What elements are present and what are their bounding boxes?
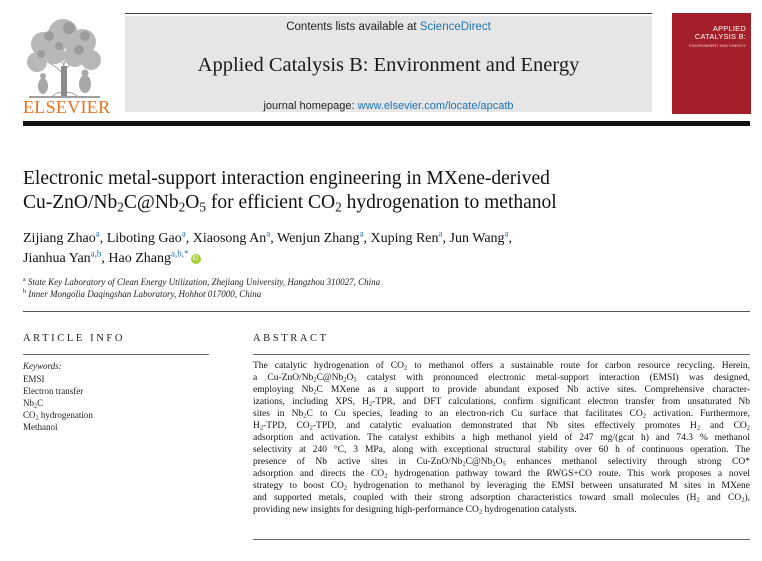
cover-title-line1: APPLIED <box>712 24 746 33</box>
article-title <box>23 167 723 215</box>
article-info-heading: ARTICLE INFO <box>23 333 126 344</box>
author-name[interactable]: Xiaosong An <box>192 231 267 246</box>
author-affiliation-mark[interactable]: a <box>181 228 186 239</box>
affiliation-text: State Key Laboratory of Clean Energy Utilization, Zhejiang University, Hangzhou 310027, China <box>27 277 381 287</box>
author-affiliation-mark[interactable]: a,b,* <box>171 248 189 259</box>
keywords-label: Keywords: <box>23 361 62 371</box>
abstract-line: $H_2$-TPD, $CO_2$-TPD, and catalytic evaluation demonstrated that Nb sites effectively promotes $H_2$ and $CO_2$ <box>253 421 751 432</box>
abstract-bottom-rule <box>253 539 750 540</box>
author-name[interactable]: Wenjun Zhang <box>277 231 360 246</box>
affiliation-mark: b <box>23 289 26 295</box>
author-affiliation-mark[interactable]: a <box>95 228 100 239</box>
affiliations <box>23 276 723 300</box>
affiliation-mark: a <box>23 277 26 283</box>
author-name[interactable]: Hao Zhang <box>108 251 172 266</box>
journal-title[interactable]: Applied Catalysis B: Environment and Energy <box>197 54 580 76</box>
header-top-rule <box>125 13 652 14</box>
article-title-line1: Electronic metal-support interaction engineering in MXene-derived <box>23 168 550 189</box>
abstract-line: adsorption and activation. The catalyst exhibits a high methanol yield of 247 mg/(gcat h) and 74.3 % methanol <box>253 433 750 443</box>
affiliation-rule <box>23 311 750 312</box>
abstract-line: presence of Nb active sites in $Cu-ZnO/Nb_2C@Nb_2O_5$ enhances methanol selectivity through strong CO* <box>253 457 750 468</box>
abstract-line: selectivity at 240 °C, 3 MPa, along with exceptional structural stability over 60 h of continuous operation. The <box>253 445 750 455</box>
affiliation-item <box>23 276 723 288</box>
abstract-heading: ABSTRACT <box>253 333 329 344</box>
author-list <box>23 229 743 269</box>
cover-title-line2: CATALYSIS B: <box>694 32 746 41</box>
keyword-item[interactable]: Electron transfer <box>23 386 84 396</box>
abstract-rule <box>253 354 750 355</box>
article-title-line2: $Cu-ZnO/Nb_2C@Nb_2O_5$ for efficient $CO_2$ hydrogenation to methanol <box>23 192 557 215</box>
author-name[interactable]: Xuping Ren <box>370 231 439 246</box>
homepage-prefix: journal homepage: <box>263 100 358 112</box>
keyword-item[interactable]: $Nb_2C$ <box>23 398 44 410</box>
author-name[interactable]: Jianhua Yan <box>23 251 91 266</box>
homepage-line <box>125 100 652 112</box>
abstract-line: and supported metals, coupled with their strong adsorption characteristics toward small molecules ($H_2$ and $CO_2$), <box>253 493 750 504</box>
author-affiliation-mark[interactable]: a <box>504 228 509 239</box>
orcid-icon[interactable]: iD <box>191 254 201 264</box>
abstract-line: adsorption and directs the $CO_2$ hydrogenation pathway toward the RWGS+CO route. This work proposes a novel <box>253 469 750 480</box>
abstract-line: sites in $Nb_2C$ to Cu species, leading to an electron-rich Cu surface that facilitates $CO_2$ activation. Furthermore, <box>253 409 751 420</box>
abstract-body <box>253 360 750 516</box>
header-thick-rule <box>23 121 750 126</box>
sciencedirect-link[interactable]: ScienceDirect <box>419 21 491 33</box>
article-info-rule <box>23 354 209 355</box>
author-affiliation-mark[interactable]: a <box>266 228 271 239</box>
cover-subtitle: ENVIRONMENT AND ENERGY <box>689 43 746 48</box>
author-affiliation-mark[interactable]: a <box>438 228 443 239</box>
author-name[interactable]: Liboting Gao <box>106 231 182 246</box>
abstract-line: The catalytic hydrogenation of $CO_2$ to methanol offers a sustainable route for carbon resource recycling. Herein, <box>253 361 750 372</box>
author-line1: Zijiang Zhao$^a$, Liboting Gao$^a$, Xiaosong An$^a$, Wenjun Zhang$^a$, Xuping Ren$^a$, Jun Wang$^a$, <box>23 228 513 246</box>
keyword-item[interactable]: $CO_2$ hydrogenation <box>23 410 93 422</box>
contents-prefix: Contents lists available at <box>286 21 420 33</box>
abstract-line: strategy to boost $CO_2$ hydrogenation to methanol by leveraging the EMSI between unsaturated M sites in MXene <box>253 481 750 492</box>
author-name[interactable]: Jun Wang <box>449 231 505 246</box>
journal-cover-thumbnail[interactable] <box>672 13 751 114</box>
author-affiliation-mark[interactable]: a <box>359 228 364 239</box>
abstract-line: a $Cu-ZnO/Nb_2C@Nb_2O_5$ catalyst with pronounced electronic metal-support interaction (EMSI) was designed, <box>253 373 750 384</box>
keyword-item[interactable]: Methanol <box>23 422 58 432</box>
author-name[interactable]: Zijiang Zhao <box>23 231 96 246</box>
affiliation-text: Inner Mongolia Daqingshan Laboratory, Hohhot 017000, China <box>28 289 262 299</box>
author-affiliation-mark[interactable]: a,b <box>90 248 102 259</box>
journal-homepage-link[interactable]: www.elsevier.com/locate/apcatb <box>357 100 514 112</box>
abstract-line: providing new insights for designing high-performance $CO_2$ hydrogenation catalysts. <box>253 505 577 516</box>
keywords-list <box>23 373 93 433</box>
author-line2: Jianhua Yan$^{a,b}$, Hao Zhang$^{a,b,*}$iD <box>23 249 743 269</box>
elsevier-wordmark[interactable]: ELSEVIER <box>23 97 111 117</box>
keyword-item[interactable]: EMSI <box>23 374 45 384</box>
abstract-line: employing $Nb_2C$ MXene as a support to provide abundant exposed Nb active sites. Comprehensive character- <box>253 385 750 396</box>
abstract-line: izations, including XPS, $H_2$-TPR, and DFT calculations, confirm significant electron transfer from unsaturated Nb <box>253 397 750 408</box>
affiliation-item <box>23 288 723 300</box>
cover-title <box>680 25 746 41</box>
contents-line <box>125 21 652 33</box>
